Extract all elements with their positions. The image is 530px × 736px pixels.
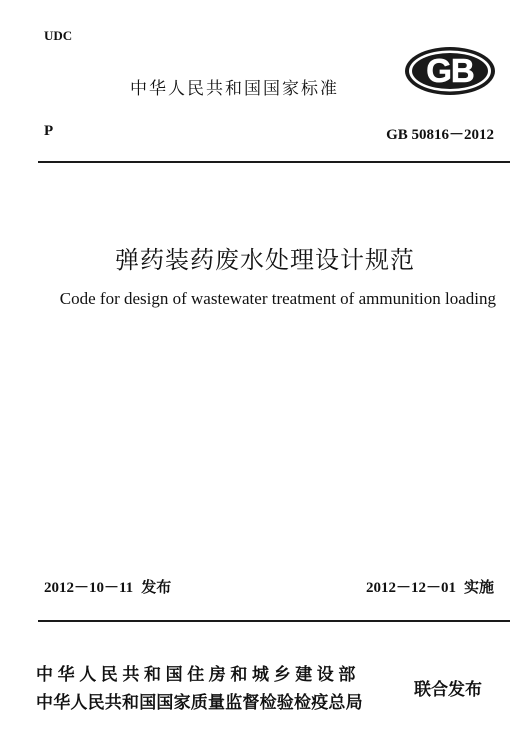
issue-date: 2012－10－11 — [44, 580, 134, 596]
implement-label: 实施 — [463, 578, 494, 596]
top-divider — [38, 161, 510, 163]
classification-code: P — [44, 123, 54, 139]
publisher-ministry-2: 中华人民共和国国家质量监督检验检疫总局 — [36, 693, 363, 713]
gb-logo-icon — [404, 46, 496, 96]
gb-logo — [404, 46, 496, 96]
national-standard-label: 中华人民共和国国家标准 — [130, 79, 339, 99]
title-english: Code for design of wastewater treatment of ammunition loading — [59, 289, 496, 308]
joint-issue-label: 联合发布 — [414, 680, 482, 700]
svg-text:GB: GB — [426, 52, 474, 89]
implement-date: 2012－12－01 — [365, 580, 456, 596]
standard-number: GB 50816－2012 — [386, 127, 494, 143]
implement-date-line — [366, 576, 494, 597]
issue-date-line — [44, 576, 171, 597]
publisher-ministry-1: 中华人民共和国住房和城乡建设部 — [36, 665, 360, 685]
udc-label: UDC — [44, 28, 73, 43]
bottom-divider — [38, 620, 510, 622]
title-chinese: 弹药装药废水处理设计规范 — [115, 246, 415, 274]
issue-label: 发布 — [141, 578, 172, 596]
